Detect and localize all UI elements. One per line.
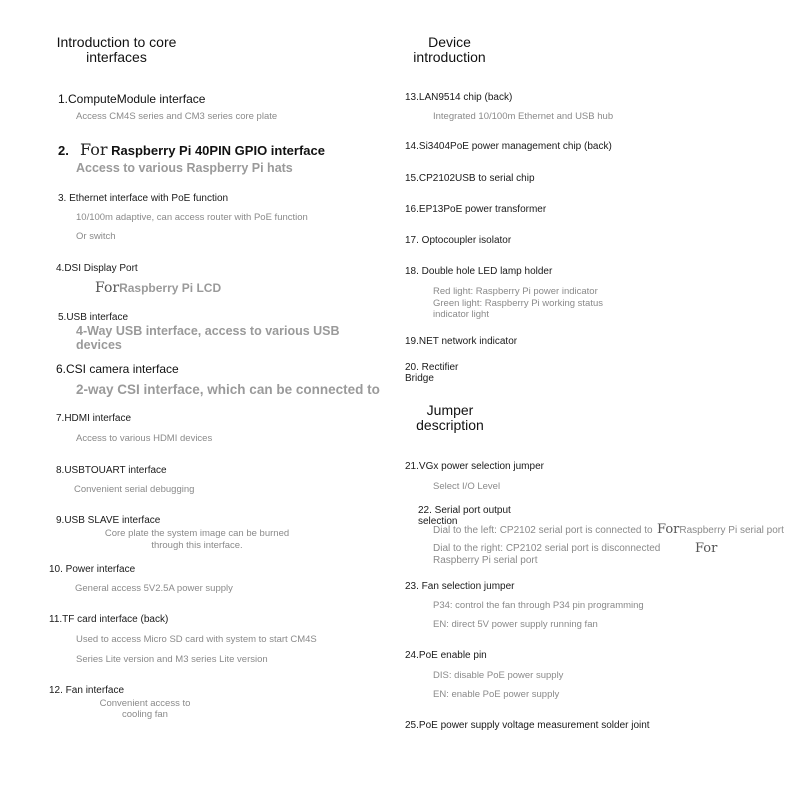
item-22-desc-3: Dial to the right: CP2102 serial port is disconnected — [433, 543, 661, 554]
item-4-desc-line — [95, 279, 221, 297]
item-6-desc: 2-way CSI interface, which can be connected to — [76, 382, 380, 397]
item-20-title: 20. Rectifier Bridge — [405, 362, 459, 384]
right-section-title: Device introduction — [413, 34, 486, 65]
item-22-desc-line-1 — [433, 520, 784, 538]
item-21-desc: Select I/O Level — [433, 481, 501, 492]
left-section-title: Introduction to core interfaces — [56, 34, 177, 65]
item-3-desc-1: 10/100m adaptive, can access router with PoE function — [76, 212, 308, 223]
item-18-desc-1: Red light: Raspberry Pi power indicator — [433, 286, 598, 297]
item-4-for: For — [95, 280, 120, 296]
item-1-desc: Access CM4S series and CM3 series core plate — [76, 111, 278, 122]
item-5-desc: 4-Way USB interface, access to various USB devices — [76, 324, 340, 352]
item-25-title: 25.PoE power supply voltage measurement solder joint — [405, 720, 650, 731]
item-4-title: 4.DSI Display Port — [56, 263, 138, 274]
item-8-desc: Convenient serial debugging — [74, 484, 195, 495]
item-14-title: 14.Si3404PoE power management chip (back) — [405, 141, 612, 152]
item-2-number: 2. — [58, 143, 69, 158]
item-22-desc-1: Dial to the left: CP2102 serial port is connected to — [433, 525, 653, 536]
jumper-section-title: Jumper description — [416, 402, 484, 433]
item-13-desc: Integrated 10/100m Ethernet and USB hub — [433, 111, 614, 122]
item-16-title: 16.EP13PoE power transformer — [405, 204, 547, 215]
item-13-title: 13.LAN9514 chip (back) — [405, 92, 513, 103]
item-11-desc-2: Series Lite version and M3 series Lite version — [76, 654, 268, 665]
item-23-title: 23. Fan selection jumper — [405, 581, 515, 592]
item-21-title: 21.VGx power selection jumper — [405, 461, 544, 472]
item-19-title: 19.NET network indicator — [405, 336, 518, 347]
item-5-title: 5.USB interface — [58, 312, 129, 323]
item-18-title: 18. Double hole LED lamp holder — [405, 266, 553, 277]
item-2-desc: Access to various Raspberry Pi hats — [76, 161, 293, 175]
item-9-desc: Core plate the system image can be burned through this interface. — [104, 528, 290, 551]
item-23-desc-1: P34: control the fan through P34 pin programming — [433, 600, 644, 611]
item-22-title: 22. Serial port output selection — [418, 505, 511, 527]
item-15-title: 15.CP2102USB to serial chip — [405, 173, 535, 184]
item-8-title: 8.USBTOUART interface — [56, 465, 167, 476]
item-22-desc-4: Raspberry Pi serial port — [433, 555, 538, 566]
item-11-desc-1: Used to access Micro SD card with system to start CM4S — [76, 634, 317, 645]
item-1-title: 1.ComputeModule interface — [58, 92, 206, 106]
item-6-title: 6.CSI camera interface — [56, 362, 179, 376]
item-10-desc: General access 5V2.5A power supply — [75, 583, 233, 594]
item-3-desc-2: Or switch — [76, 231, 116, 242]
item-7-title: 7.HDMI interface — [56, 413, 132, 424]
item-12-title: 12. Fan interface — [49, 685, 125, 696]
item-12-desc: Convenient access to cooling fan — [99, 698, 191, 720]
item-11-title: 11.TF card interface (back) — [49, 614, 169, 625]
item-7-desc: Access to various HDMI devices — [76, 433, 213, 444]
item-2-title-line — [80, 140, 325, 160]
item-2-for: For — [80, 140, 108, 159]
item-24-desc-2: EN: enable PoE power supply — [433, 689, 560, 700]
item-17-title: 17. Optocoupler isolator — [405, 235, 512, 246]
item-22-desc-2: Raspberry Pi serial port — [679, 525, 784, 536]
item-10-title: 10. Power interface — [49, 564, 136, 575]
item-23-desc-2: EN: direct 5V power supply running fan — [433, 619, 598, 630]
item-22-for-1: For — [657, 522, 680, 537]
item-18-desc-2: Green light: Raspberry Pi working status indicator light — [433, 298, 604, 320]
item-3-title: 3. Ethernet interface with PoE function — [58, 193, 229, 204]
item-24-title: 24.PoE enable pin — [405, 650, 487, 661]
item-24-desc-1: DIS: disable PoE power supply — [433, 670, 564, 681]
item-4-desc: Raspberry Pi LCD — [119, 281, 222, 295]
item-2-title: Raspberry Pi 40PIN GPIO interface — [107, 143, 325, 158]
item-9-title: 9.USB SLAVE interface — [56, 515, 161, 526]
item-22-for-2: For — [695, 541, 718, 556]
